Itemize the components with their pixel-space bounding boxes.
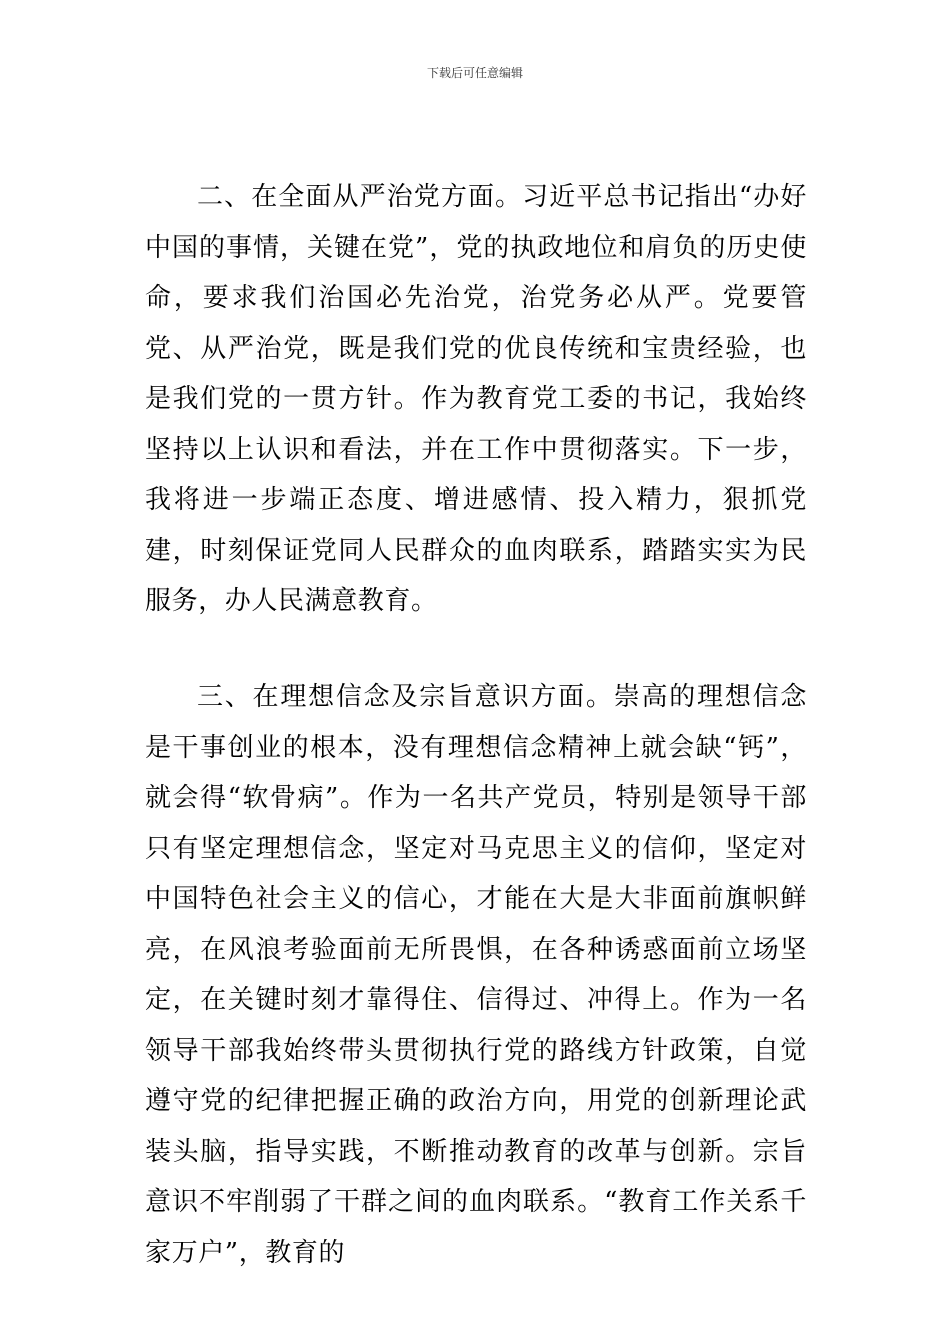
paragraph-ideals-beliefs: 三、在理想信念及宗旨意识方面。崇高的理想信念是干事创业的根本，没有理想信念精神上就会缺“钙”，就会得“软骨病”。作为一名共产党员，特别是领导干部只有坚定理想信念，坚定对马克思主义的信仰，坚定对中国特色社会主义的信心，才能在大是大非面前旗帜鲜亮，在风浪考验面前无所畏惧，在各种诱惑面前立场坚定，在关键时刻才靠得住、信得过、冲得上。作为一名领导干部我始终带头贯彻执行党的路线方针政策，自觉遵守党的纪律把握正确的政治方向，用党的创新理论武装头脑，指导实践，不断推动教育的改革与创新。宗旨意识不牢削弱了干群之间的血肉联系。“教育工作关系千家万户”，教育的 [145,682,807,1268]
document-body-section-2 [145,172,807,627]
document-body-section-3 [145,672,807,1278]
page-header: 下载后可任意编辑 [426,66,523,80]
paragraph-party-governance: 二、在全面从严治党方面。习近平总书记指出“办好中国的事情，关键在党”，党的执政地位和肩负的历史使命，要求我们治国必先治党，治党务必从严。党要管党、从严治党，既是我们党的优良传统和宝贵经验，也是我们党的一贯方针。作为教育党工委的书记，我始终坚持以上认识和看法，并在工作中贯彻落实。下一步，我将进一步端正态度、增进感情、投入精力，狠抓党建，时刻保证党同人民群众的血肉联系，踏踏实实为民服务，办人民满意教育。 [145,182,807,616]
